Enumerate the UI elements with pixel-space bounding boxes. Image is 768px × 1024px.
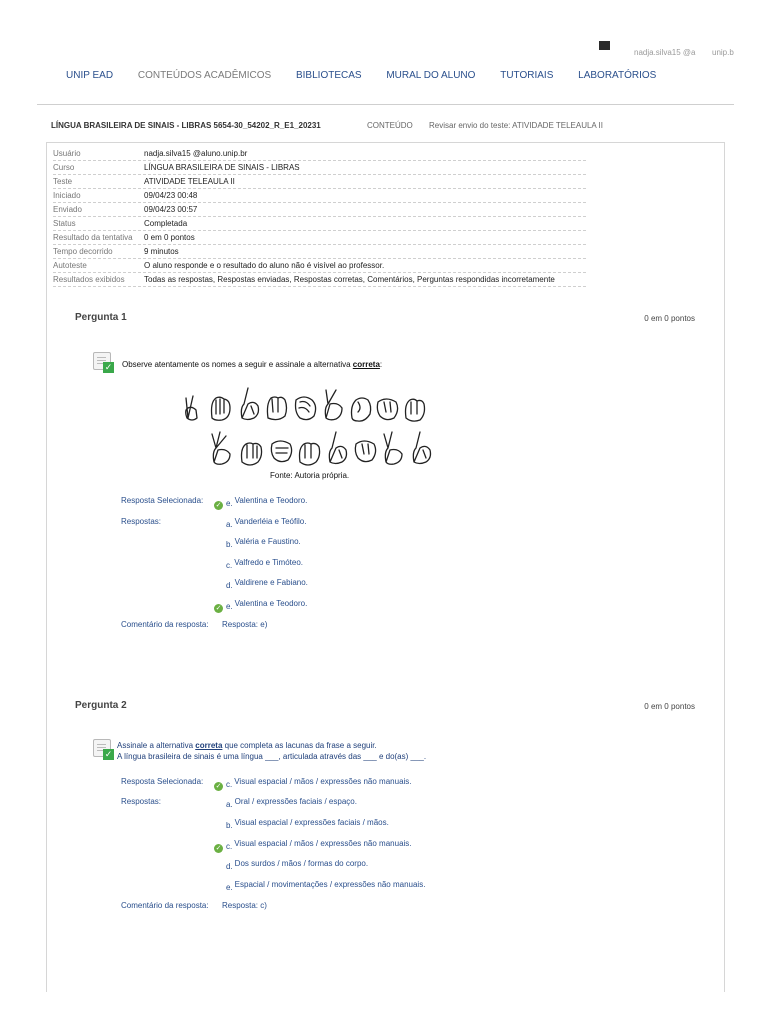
summary-row [53,189,586,203]
question-points: 0 em 0 pontos [644,314,695,323]
answer-text: Valfredo e Timóteo. [234,558,304,567]
answer-text: Dos surdos / mãos / formas do corpo. [234,859,369,868]
answer-option-d [226,859,369,871]
question-points: 0 em 0 pontos [644,702,695,711]
answer-letter: d. [226,862,233,871]
answer-option-c [226,839,412,851]
answer-option-c [226,558,304,570]
answer-letter: a. [226,800,233,809]
question-title: Pergunta 1 [75,312,127,323]
answer-option-e [226,599,308,611]
breadcrumb-current: Revisar envio do teste: ATIVIDADE TELEAULA II [428,121,603,130]
correct-check-icon: ✓ [215,845,222,852]
summary-value: Todas as respostas, Respostas enviadas, Respostas corretas, Comentários, Perguntas respondidas incorretamente [144,275,555,284]
summary-row [53,175,586,189]
summary-value: LÍNGUA BRASILEIRA DE SINAIS - LIBRAS [144,163,300,172]
q1-text-pre: Observe atentamente os nomes a seguir e assinale a alternativa [122,360,353,369]
divider [37,104,734,105]
nav-conteudos-academicos[interactable]: CONTEÚDOS ACADÊMICOS [137,70,272,81]
summary-key: Teste [53,177,73,186]
correct-check-icon: ✓ [215,783,222,790]
answer-letter: c. [226,780,233,789]
q1-text-underlined: correta [352,360,380,369]
summary-value: ATIVIDADE TELEAULA II [144,177,235,186]
summary-row [53,231,586,245]
q2-text-underlined: correta [195,741,223,750]
summary-value: 9 minutos [144,247,179,256]
answer-option-b [226,537,301,549]
answer-text: Espacial / movimentações / expressões não manuais. [234,880,426,889]
avatar[interactable] [599,41,610,50]
q2-text-post: que completa as lacunas da frase a seguir. [222,741,377,750]
summary-key: Status [53,219,76,228]
question-2-text [117,740,426,762]
nav-mural-do-aluno[interactable]: MURAL DO ALUNO [386,70,476,81]
summary-value: 0 em 0 pontos [144,233,195,242]
answer-letter: e. [226,499,233,508]
answer-letter: e. [226,883,233,892]
summary-key: Enviado [53,205,82,214]
libras-hands-image [178,384,463,470]
domain-link[interactable]: unip.b [712,48,734,57]
answer-text: Visual espacial / mãos / expressões não manuais. [234,777,412,786]
nav-bibliotecas[interactable]: BIBLIOTECAS [295,70,362,81]
question-check-icon: ✓ [93,352,115,374]
summary-row [53,161,586,175]
answer-letter: d. [226,581,233,590]
answer-option-e [226,880,426,892]
summary-key: Resultado da tentativa [53,233,133,242]
summary-key: Autoteste [53,261,87,270]
question-2-header [75,700,695,711]
answer-letter: e. [226,602,233,611]
answer-option-b [226,818,389,830]
comment-label: Comentário da resposta: [121,620,209,629]
summary-value: 09/04/23 00:57 [144,205,198,214]
selected-answer [226,777,412,789]
answer-text: Oral / expressões faciais / espaço. [234,797,357,806]
q2-text-pre: Assinale a alternativa [117,741,196,750]
answer-option-d [226,578,308,590]
answer-option-a [226,517,307,529]
user-name[interactable]: nadja.silva15 @a [634,48,696,57]
answer-comment: Resposta: c) [222,901,267,910]
q2-line-2: A língua brasileira de sinais é uma língua ___, articulada através das ___ e do(as) ___. [117,752,427,761]
attempt-summary [53,147,586,287]
answer-letter: b. [226,821,233,830]
summary-key: Iniciado [53,191,81,200]
image-caption: Fonte: Autoria própria. [270,471,350,480]
selected-answer [226,496,308,508]
answer-text: Valdirene e Fabiano. [234,578,308,587]
answer-text: Valentina e Teodoro. [234,599,308,608]
summary-row [53,245,586,259]
summary-value: 09/04/23 00:48 [144,191,198,200]
answer-option-a [226,797,357,809]
selected-answer-label: Resposta Selecionada: [121,777,204,786]
answer-letter: b. [226,540,233,549]
answer-text: Vanderléia e Teófilo. [234,517,307,526]
nav-tutoriais[interactable]: TUTORIAIS [500,70,554,81]
answer-letter: c. [226,561,233,570]
top-bar [0,40,768,60]
question-title: Pergunta 2 [75,700,127,711]
correct-check-icon: ✓ [215,502,222,509]
summary-row [53,217,586,231]
q1-text-post: : [379,360,383,369]
nav-laboratorios[interactable]: LABORATÓRIOS [578,70,657,81]
answer-text: Valéria e Faustino. [234,537,301,546]
selected-answer-label: Resposta Selecionada: [121,496,204,505]
summary-row [53,259,586,273]
breadcrumb [51,121,603,130]
summary-value: Completada [144,219,188,228]
answers-label: Respostas: [121,797,162,806]
question-1-header [75,312,695,323]
answers-label: Respostas: [121,517,162,526]
summary-row [53,273,586,287]
summary-key: Usuário [53,149,81,158]
answer-comment: Resposta: e) [222,620,268,629]
summary-value: nadja.silva15 @aluno.unip.br [144,149,248,158]
summary-value: O aluno responde e o resultado do aluno não é visível ao professor. [144,261,385,270]
summary-row [53,203,586,217]
question-check-icon: ✓ [93,739,115,761]
summary-row [53,147,586,161]
summary-key: Curso [53,163,75,172]
answer-text: Valentina e Teodoro. [234,496,308,505]
answer-letter: c. [226,842,233,851]
summary-key: Tempo decorrido [53,247,113,256]
q2-line-1 [117,740,426,751]
question-1-text [122,360,382,369]
breadcrumb-content[interactable]: CONTEÚDO [366,121,413,130]
main-nav [66,70,678,81]
answer-text: Visual espacial / mãos / expressões não manuais. [234,839,412,848]
correct-check-icon: ✓ [215,605,222,612]
nav-unip-ead[interactable]: UNIP EAD [66,70,114,81]
answer-letter: a. [226,520,233,529]
summary-key: Resultados exibidos [53,275,125,284]
breadcrumb-course[interactable]: LÍNGUA BRASILEIRA DE SINAIS - LIBRAS 5654-30_54202_R_E1_20231 [51,121,321,130]
answer-text: Visual espacial / expressões faciais / mãos. [234,818,389,827]
comment-label: Comentário da resposta: [121,901,209,910]
